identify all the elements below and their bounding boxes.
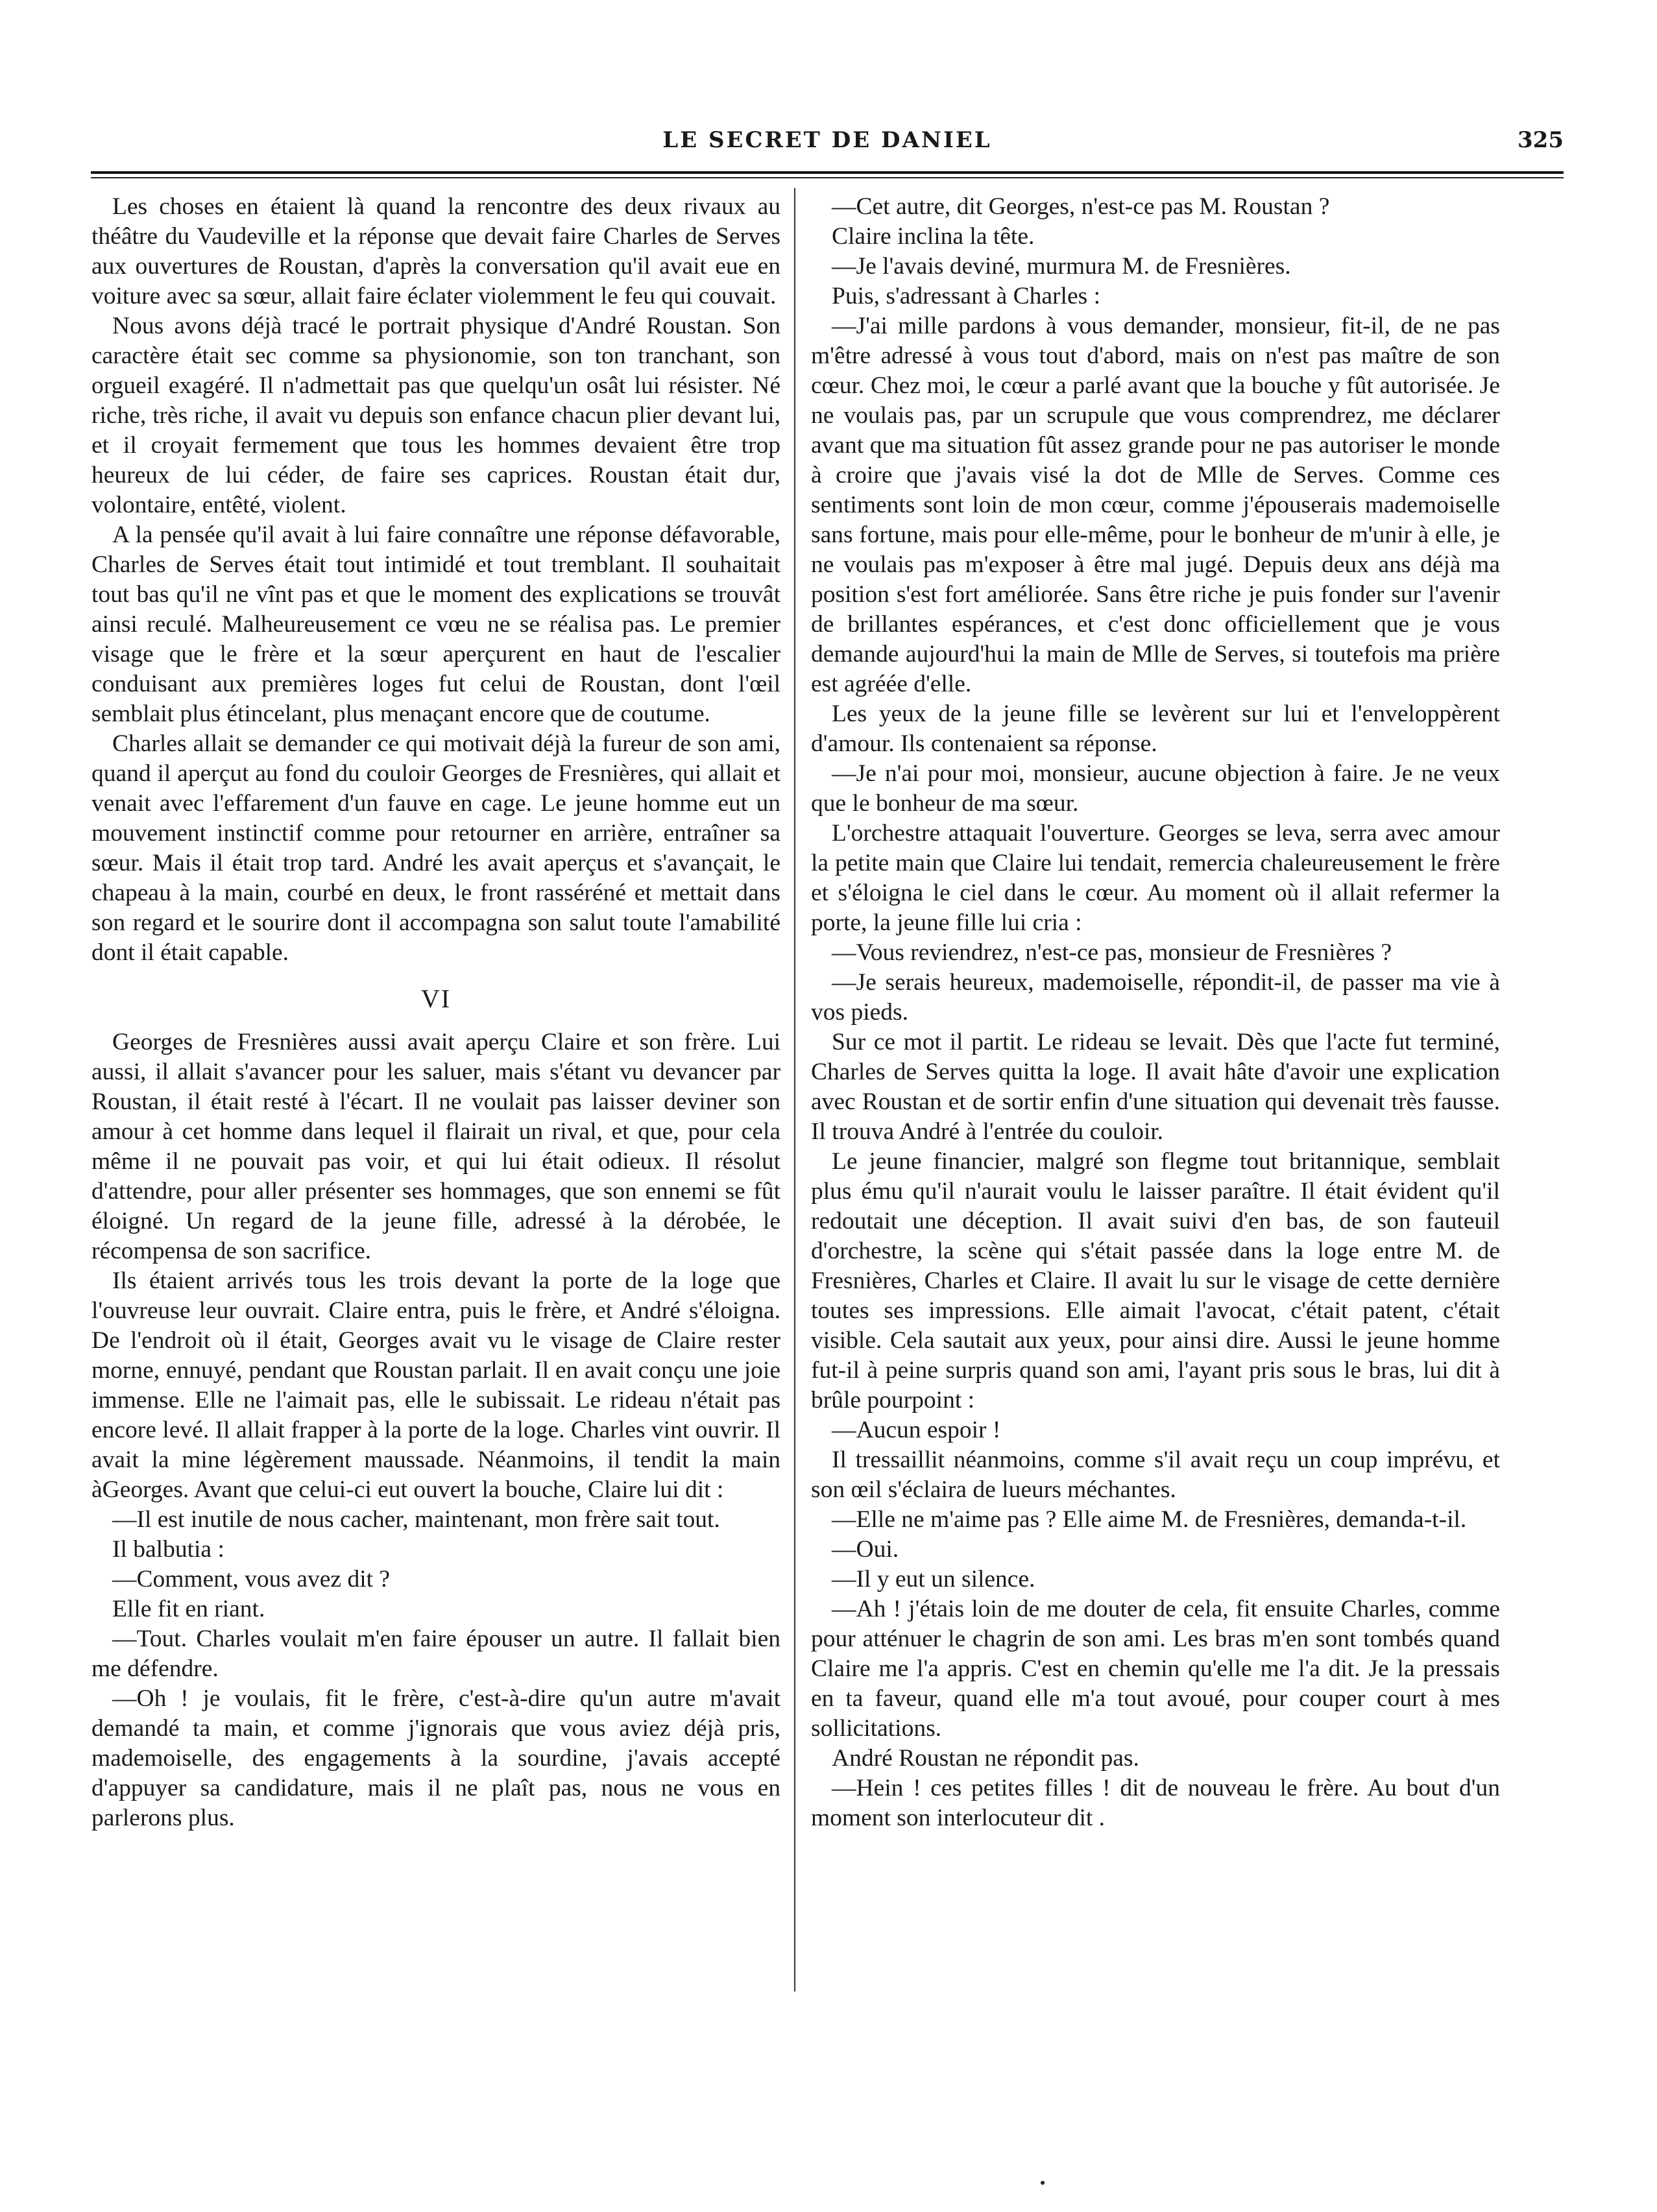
paragraph: —Il y eut un silence. <box>832 1566 1035 1593</box>
paragraph: Les yeux de la jeune fille se levèrent sur lui et l'enveloppèrent d'amour. Ils contenaient sa réponse. <box>811 701 1500 757</box>
paragraph: Il balbutia : <box>112 1536 224 1563</box>
paragraph: L'orchestre attaquait l'ouverture. Georges se leva, serra avec amour la petite main que Claire lui tendait, remercia chaleureusement le frère et s'éloigna le ciel dans le cœur. Au moment où il allait refermer la porte, la jeune fille lui cria : <box>811 820 1500 936</box>
paragraph: —Cet autre, dit Georges, n'est-ce pas M. Roustan ? <box>832 193 1330 220</box>
paragraph: Charles allait se demander ce qui motivait déjà la fureur de son ami, quand il aperçut au fond du couloir Georges de Fresnières, qui allait et venait avec l'effarement d'un fauve en cage. Le jeune homme eut un mouvement instinctif comme pour retourner en arrière, entraîner sa sœur. Mais il était trop tard. André les avait aperçus et s'avançait, le chapeau à la main, courbé en deux, le front rasséréné et mettait dans son regard et le sourire dont il accompagna son salut toute l'amabilité dont il était capable. <box>91 730 780 966</box>
paragraph: —Je serais heureux, mademoiselle, répondit-il, de passer ma vie à vos pieds. <box>811 969 1500 1026</box>
print-speck <box>1041 2181 1045 2185</box>
paragraph: Sur ce mot il partit. Le rideau se levait. Dès que l'acte fut terminé, Charles de Serves quitta la loge. Il avait hâte d'avoir une explication avec Roustan et de sortir enfin d'une situation qui devenait très fausse. Il trouva André à l'entrée du couloir. <box>811 1029 1500 1145</box>
paragraph: Nous avons déjà tracé le portrait physique d'André Roustan. Son caractère était sec comme sa physionomie, son ton tranchant, son orgueil exagéré. Il n'admettait pas que quelqu'un osât lui résister. Né riche, très riche, il avait vu depuis son enfance chacun plier devant lui, et il croyait fermement que tous les hommes devaient être trop heureux de lui céder, de faire ses caprices. Roustan était dur, volontaire, entêté, violent. <box>91 313 780 518</box>
paragraph: Georges de Fresnières aussi avait aperçu Claire et son frère. Lui aussi, il allait s'avancer pour les saluer, mais s'étant vu devancer par Roustan, il était resté à l'écart. Il ne voulait pas laisser deviner son amour à cet homme dans lequel il flairait un rival, et que, pour cela même il ne pouvait pas voir, et qui lui était odieux. Il résolut d'attendre, pour aller présenter ses hommages, que son ennemi se fût éloigné. Un regard de la jeune fille, adressé à la dérobée, le récompensa de son sacrifice. <box>91 1029 780 1264</box>
header-rule <box>91 171 1564 174</box>
chapter-heading: VI <box>420 984 452 1013</box>
page-header <box>91 127 1564 166</box>
paragraph: —Tout. Charles voulait m'en faire épouser un autre. Il fallait bien me défendre. <box>91 1626 780 1682</box>
paragraph: —Il est inutile de nous cacher, maintenant, mon frère sait tout. <box>112 1506 720 1533</box>
paragraph: Le jeune financier, malgré son flegme tout britannique, semblait plus ému qu'il n'aurait voulu le laisser paraître. Il était évident qu'il redoutait une déception. Il avait suivi d'en bas, de son fauteuil d'orchestre, la scène qui s'était passée dans la loge entre M. de Fresnières, Charles et Claire. Il avait lu sur le visage de cette dernière toutes ses impressions. Elle aimait l'avocat, c'était patent, c'était visible. Cela sautait aux yeux, pour ainsi dire. Aussi le jeune homme fut-il à peine surpris quand son ami, l'ayant pris sous le bras, lui dit à brûle pourpoint : <box>811 1148 1500 1413</box>
paragraph: André Roustan ne répondit pas. <box>832 1745 1139 1772</box>
left-column <box>91 192 780 1833</box>
paragraph: —Aucun espoir ! <box>832 1417 1001 1443</box>
running-title: LE SECRET DE DANIEL <box>662 127 992 153</box>
column-divider <box>794 188 795 1991</box>
paragraph: —Vous reviendrez, n'est-ce pas, monsieur de Fresnières ? <box>832 939 1392 966</box>
paragraph: —Hein ! ces petites filles ! dit de nouveau le frère. Au bout d'un moment son interlocuteur dit . <box>811 1775 1500 1831</box>
paragraph: Puis, s'adressant à Charles : <box>832 283 1100 309</box>
paragraph: Elle fit en riant. <box>112 1596 265 1622</box>
paragraph: —Oh ! je voulais, fit le frère, c'est-à-dire qu'un autre m'avait demandé ta main, et comme j'ignorais que vous aviez déjà pris, mademoiselle, des engagements à la sourdine, j'avais accepté d'appuyer sa candidature, mais il ne plaît pas, nous ne vous en parlerons plus. <box>91 1685 780 1831</box>
paragraph: Ils étaient arrivés tous les trois devant la porte de la loge que l'ouvreuse leur ouvrait. Claire entra, puis le frère, et André s'éloigna. De l'endroit où il était, Georges avait vu le visage de Claire rester morne, ennuyé, pendant que Roustan parlait. Il en avait conçu une joie immense. Elle ne l'aimait pas, elle le subissait. Le rideau n'était pas encore levé. Il allait frapper à la porte de la loge. Charles vint ouvrir. Il avait la mine légèrement maussade. Néanmoins, il tendit la main àGeorges. Avant que celui-ci eut ouvert la bouche, Claire lui dit : <box>91 1268 780 1503</box>
paragraph: —Je n'ai pour moi, monsieur, aucune objection à faire. Je ne veux que le bonheur de ma sœur. <box>811 760 1500 817</box>
page-number: 325 <box>1518 127 1564 153</box>
right-column <box>811 192 1500 1833</box>
paragraph: A la pensée qu'il avait à lui faire connaître une réponse défavorable, Charles de Serves était tout intimidé et tout tremblant. Il souhaitait tout bas qu'il ne vînt pas et que le moment des explications se trouvât ainsi reculé. Malheureusement ce vœu ne se réalisa pas. Le premier visage que le frère et la sœur aperçurent en haut de l'escalier conduisant aux premières loges fut celui de Roustan, dont l'œil semblait plus étincelant, plus menaçant encore que de coutume. <box>91 522 780 727</box>
paragraph: Les choses en étaient là quand la rencontre des deux rivaux au théâtre du Vaudeville et la réponse que devait faire Charles de Serves aux ouvertures de Roustan, d'après la conversation qu'il avait eue en voiture avec sa sœur, allait faire éclater violemment le feu qui couvait. <box>91 193 780 309</box>
paragraph: —Elle ne m'aime pas ? Elle aime M. de Fresnières, demanda-t-il. <box>832 1506 1467 1533</box>
header-rule-thin <box>91 177 1564 178</box>
paragraph: Il tressaillit néanmoins, comme s'il avait reçu un coup imprévu, et son œil s'éclaira de lueurs méchantes. <box>811 1447 1500 1503</box>
paragraph: —Je l'avais deviné, murmura M. de Fresnières. <box>832 253 1291 280</box>
paragraph: —J'ai mille pardons à vous demander, monsieur, fit-il, de ne pas m'être adressé à vous tout d'abord, mais on n'est pas maître de son cœur. Chez moi, le cœur a parlé avant que la bouche y fût autorisée. Je ne voulais pas, par un scrupule que vous comprendrez, me déclarer avant que ma situation fût assez grande pour ne pas autoriser le monde à croire que j'avais visé la dot de Mlle de Serves. Comme ces sentiments sont loin de mon cœur, comme j'épouserais mademoiselle sans fortune, mais pour elle-même, pour le bonheur de m'unir à elle, je ne voulais pas m'exposer à être mal jugé. Depuis deux ans déjà ma position s'est fort améliorée. Sans être riche je puis fonder sur l'avenir de brillantes espérances, et c'est donc officiellement que je vous demande aujourd'hui la main de Mlle de Serves, si toutefois ma prière est agréée d'elle. <box>811 313 1500 697</box>
paragraph: Claire inclina la tête. <box>832 223 1035 250</box>
paragraph: —Comment, vous avez dit ? <box>112 1566 391 1593</box>
paragraph: —Oui. <box>832 1536 899 1563</box>
paragraph: —Ah ! j'étais loin de me douter de cela, fit ensuite Charles, comme pour atténuer le chagrin de son ami. Les bras m'en sont tombés quand Claire me l'a appris. C'est en chemin qu'elle me l'a dit. Je la pressais en ta faveur, quand elle m'a tout avoué, pour couper court à mes sollicitations. <box>811 1596 1500 1742</box>
